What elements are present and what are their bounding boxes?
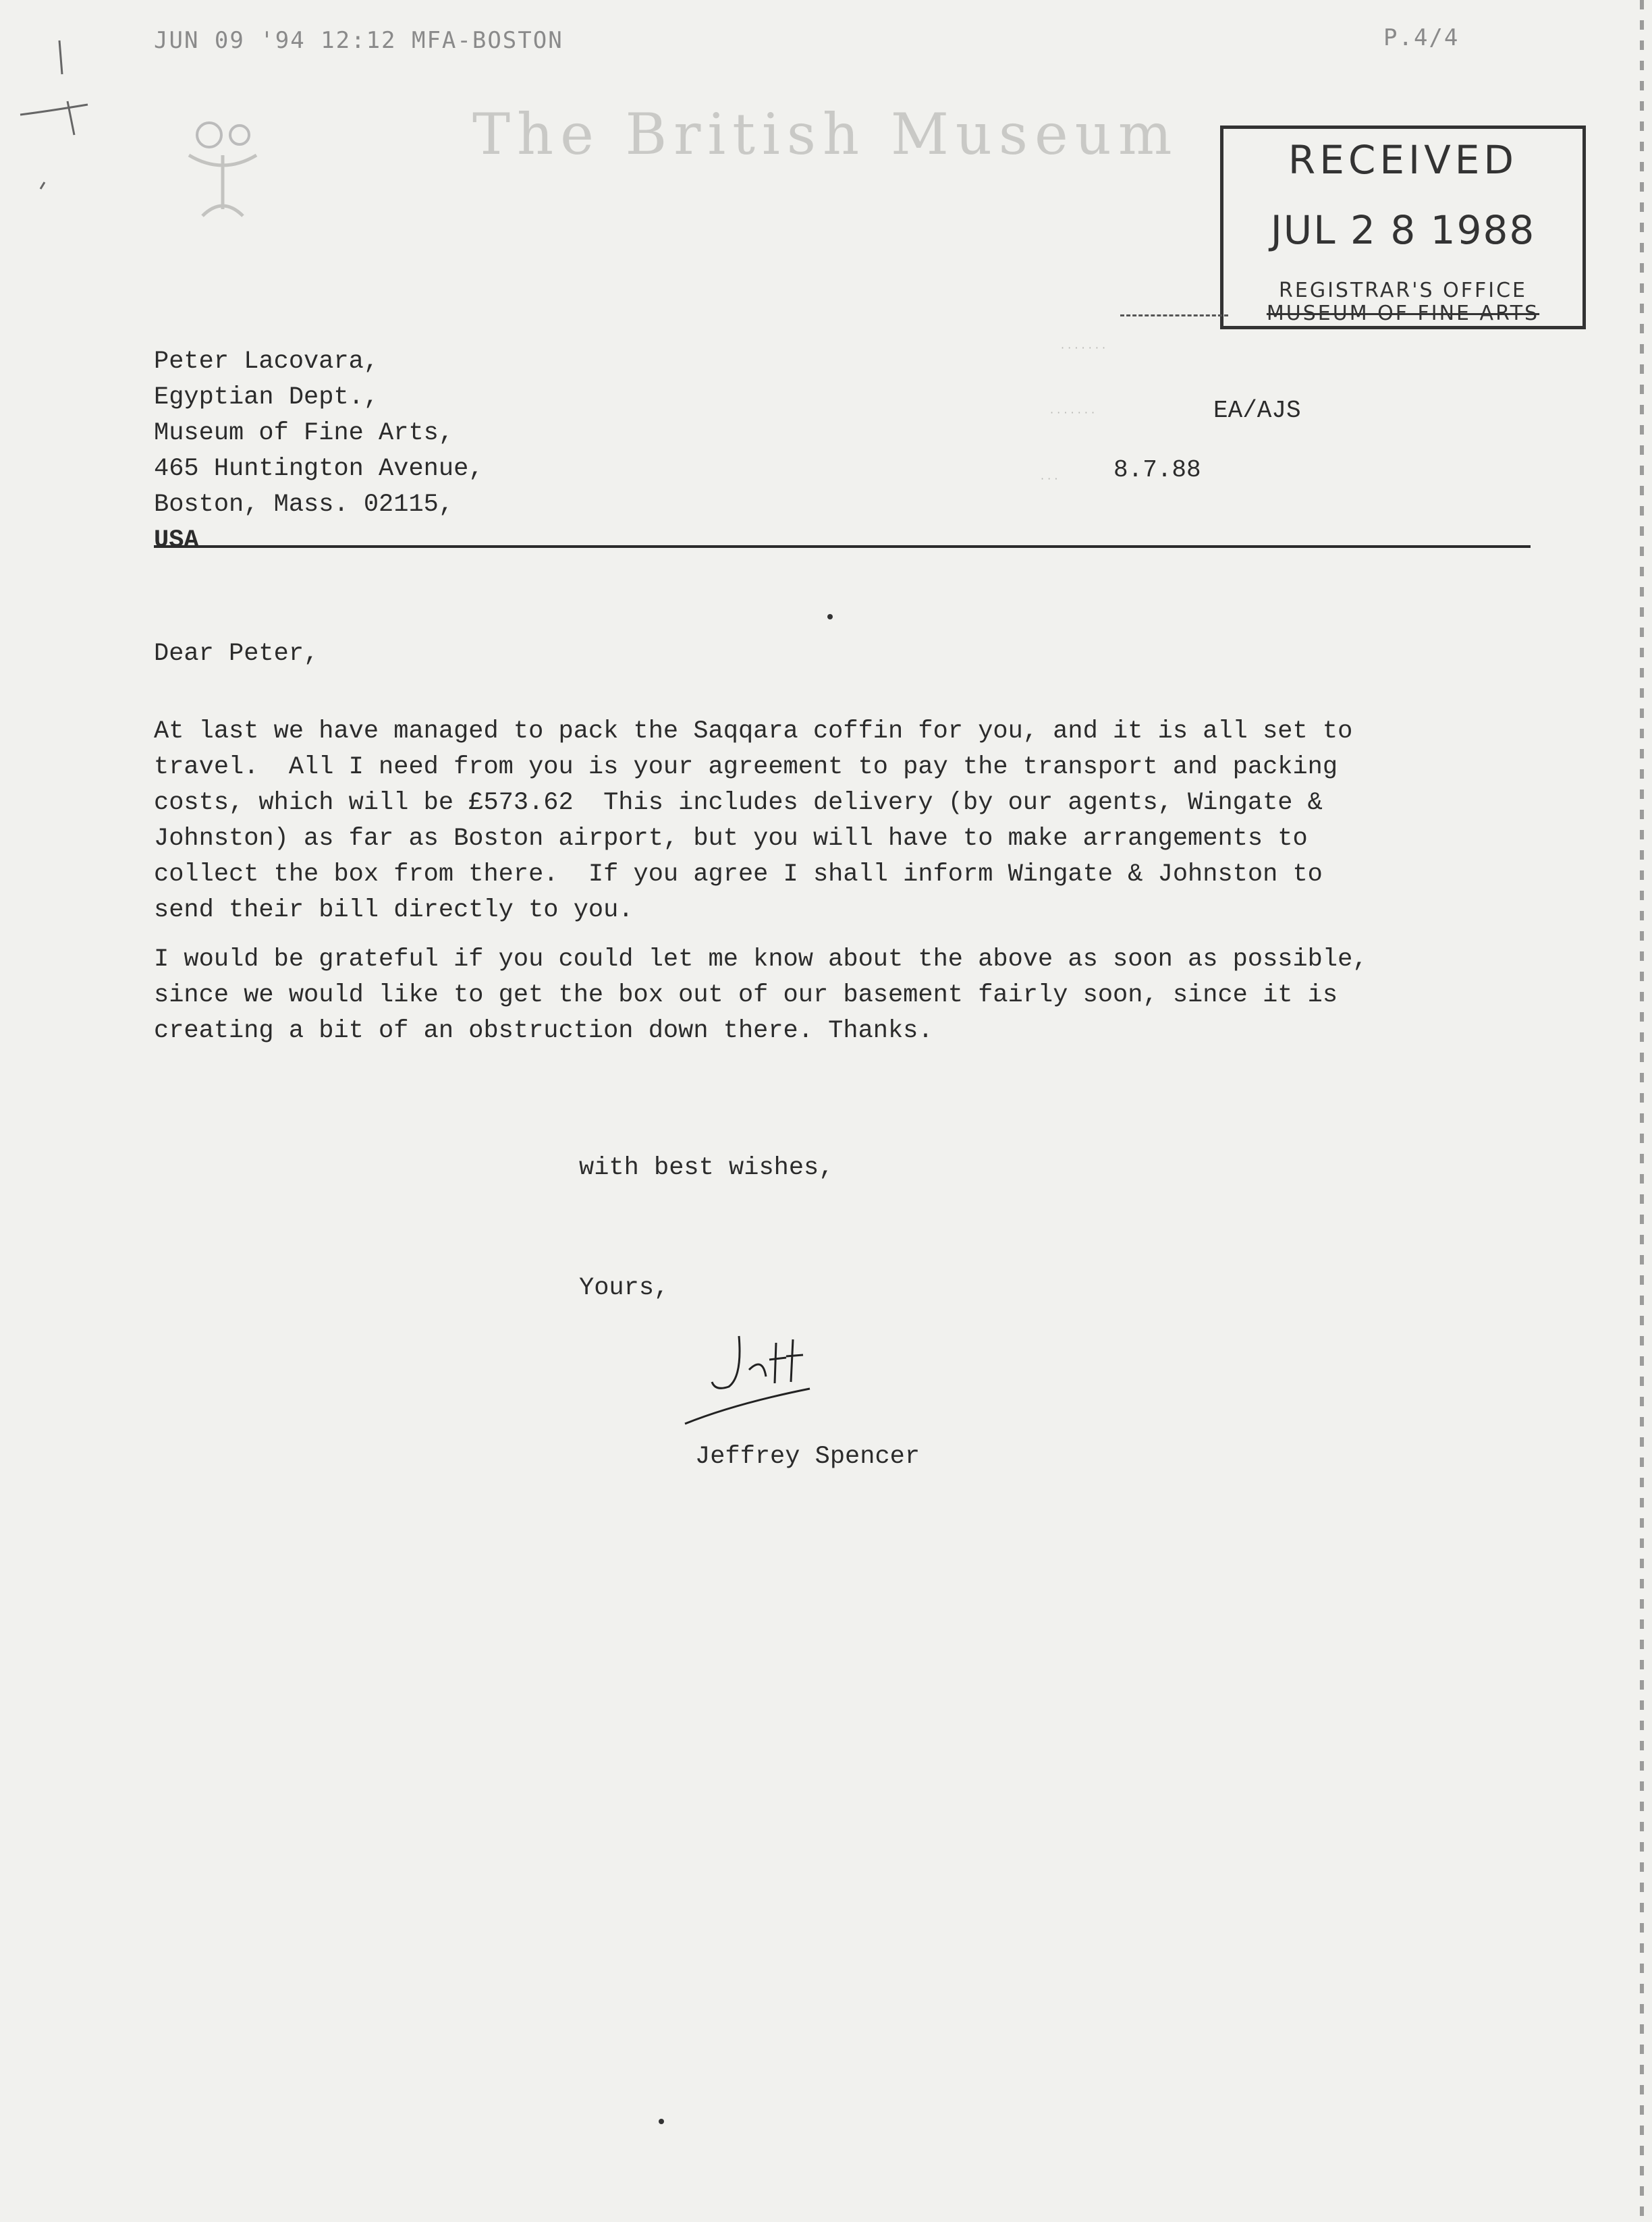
- address-line: Egyptian Dept.,: [154, 383, 379, 412]
- body-paragraph: [154, 714, 1531, 928]
- stray-mark: [827, 614, 833, 619]
- fax-page-number: P.4/4: [1383, 24, 1460, 51]
- address-line: Boston, Mass. 02115,: [154, 491, 454, 519]
- address-line: USA: [154, 526, 199, 555]
- header-divider: [154, 545, 1531, 548]
- paragraph-line: creating a bit of an obstruction down there. Thanks.: [154, 1017, 933, 1045]
- received-stamp: [1220, 126, 1586, 329]
- ref-label-mark: · · · · · · ·: [1061, 341, 1106, 354]
- stamp-date: JUL 2 8 1988: [1270, 207, 1536, 253]
- paragraph-line: send their bill directly to you.: [154, 896, 634, 924]
- closing: with best wishes,: [579, 1154, 834, 1182]
- letterhead-institution: The British Museum: [472, 101, 1179, 167]
- letter-date: 8.7.88: [1113, 456, 1201, 484]
- address-line: Museum of Fine Arts,: [154, 419, 454, 447]
- stamp-office: REGISTRAR'S OFFICE: [1279, 279, 1527, 302]
- fax-edge-marks: [1640, 0, 1644, 2222]
- stamp-institution: MUSEUM OF FINE ARTS: [1266, 302, 1540, 325]
- ref-label-mark: · · · · · · ·: [1050, 406, 1095, 419]
- paragraph-line: I would be grateful if you could let me know about the above as soon as possible,: [154, 945, 1368, 974]
- handwritten-marks: [0, 34, 135, 196]
- sign-off: Yours,: [579, 1274, 669, 1302]
- stray-mark: [659, 2119, 664, 2124]
- paragraph-line: since we would like to get the box out of our basement fairly soon, since it is: [154, 981, 1338, 1009]
- stamp-dashed-line: [1120, 314, 1228, 316]
- fax-transmission-header: JUN 09 '94 12:12 MFA-BOSTON: [154, 27, 563, 54]
- stamp-title: RECEIVED: [1288, 137, 1518, 183]
- crest-icon: [155, 108, 290, 243]
- paragraph-line: costs, which will be £573.62 This includes delivery (by our agents, Wingate &: [154, 789, 1323, 817]
- paragraph-line: Johnston) as far as Boston airport, but you will have to make arrangements to: [154, 825, 1308, 853]
- our-reference: EA/AJS: [1213, 397, 1301, 424]
- ref-label-mark: · · ·: [1041, 472, 1058, 485]
- address-line: 465 Huntington Avenue,: [154, 455, 484, 483]
- handwritten-signature: [675, 1329, 830, 1437]
- paragraph-line: travel. All I need from you is your agreement to pay the transport and packing: [154, 753, 1338, 781]
- paragraph-line: At last we have managed to pack the Saqqara coffin for you, and it is all set to: [154, 717, 1353, 746]
- signatory-name: Jeffrey Spencer: [695, 1443, 920, 1471]
- body-paragraph: [154, 942, 1531, 1049]
- salutation: Dear Peter,: [154, 640, 319, 668]
- recipient-address: [154, 344, 483, 559]
- paragraph-line: collect the box from there. If you agree I shall inform Wingate & Johnston to: [154, 860, 1323, 889]
- address-line: Peter Lacovara,: [154, 348, 379, 376]
